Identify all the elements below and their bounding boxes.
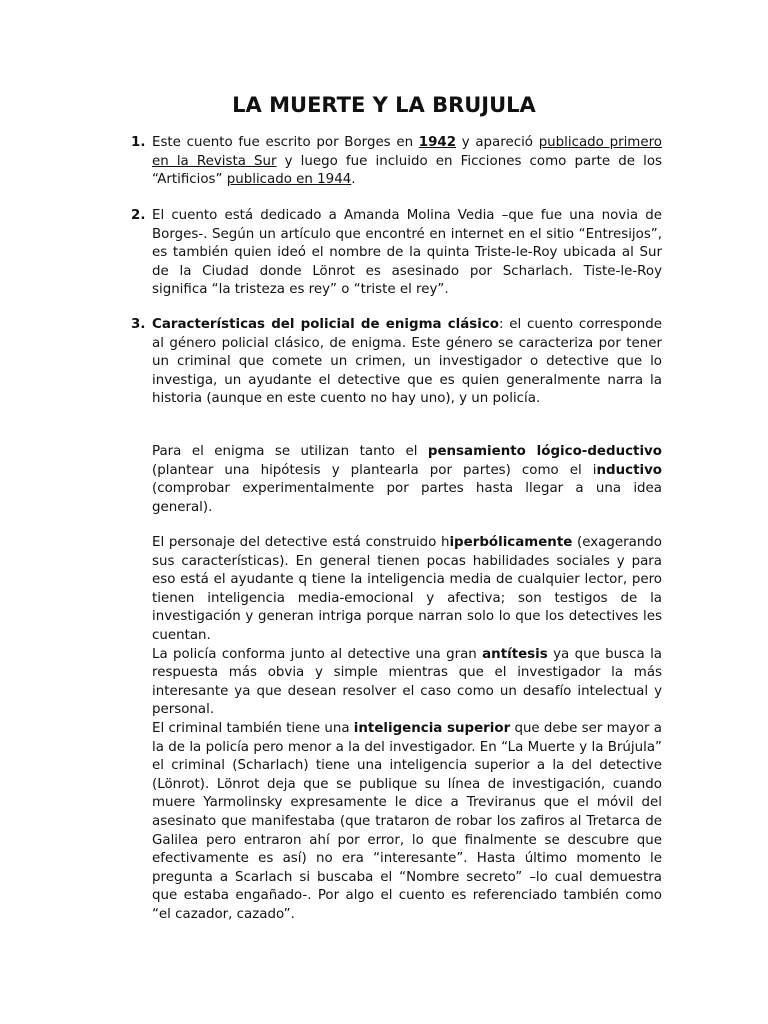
list-item-3: Características del policial de enigma clásico: el cuento corresponde al género policial clásico, de enigma. Este género se caracteriza por tener un criminal que comete un crimen, un investigador o detective que lo investiga, un ayudante el detective que es quien generalmente narra la historia (aunque en este cuento no hay uno), y un policía. <box>152 317 662 407</box>
paragraph-group-personajes <box>152 534 662 924</box>
list-number-3: 3. <box>131 317 146 332</box>
document-title: LA MUERTE Y LA BRUJULA <box>232 93 536 117</box>
paragraph-detective: El personaje del detective está construido hiperbólicamente (exagerando sus características). En general tienen pocas habilidades sociales y para eso está el ayudante q tiene la inteligencia media de cualquier lector, pero tienen inteligencia media-emocional y afectiva; son testigos de la investigación y generan intriga porque narran solo lo que los detectives les cuentan. <box>152 535 662 643</box>
link-revista-sur[interactable]: publicado primero en la Revista Sur <box>152 135 662 169</box>
list-number-2: 2. <box>131 208 146 223</box>
list-item-2: El cuento está dedicado a Amanda Molina Vedia –que fue una novia de Borges-. Según un artículo que encontré en internet en el sitio “Entresijos”, es también quien ideó el nombre de la quinta Triste-le-Roy ubicada al Sur de la Ciudad donde Lönrot es asesinado por Scharlach. Tiste-le-Roy significa “la tristeza es rey” o “triste el rey”. <box>152 208 662 298</box>
paragraph-enigma: Para el enigma se utilizan tanto el pensamiento lógico-deductivo (plantear una hipótesis y plantearla por partes) como el inductivo (comprobar experimentalmente por partes hasta llegar a una idea general). <box>152 444 662 515</box>
paragraph-policia: La policía conforma junto al detective una gran antítesis ya que busca la respuesta más obvia y simple mientras que el investigador la más interesante ya que desean resolver el caso como un desafío intelectual y personal. <box>152 646 662 718</box>
paragraph-criminal: El criminal también tiene una inteligencia superior que debe ser mayor a la de la policía pero menor a la del investigador. En “La Muerte y la Brújula” el criminal (Scharlach) tiene una inteligencia superior a la del detective (Lönrot). Lönrot deja que se publique su línea de investigación, cuando muere Yarmolinsky expresamente le dice a Treviranus que el móvil del asesinato que manifestaba (que trataron de robar los zafiros al Tretarca de Galilea pero entraron ahí por error, lo que finalmente se descubre que efectivamente es así) no era “interesante”. Hasta último momento le pregunta a Scarlach si buscaba el “Nombre secreto” –lo cual demuestra que estaba engañado-. Por algo el cuento es referenciado también como “el cazador, cazado”. <box>152 720 662 922</box>
link-publicado-1944[interactable]: publicado en 1944 <box>226 172 352 188</box>
year-1942: 1942 <box>418 135 457 150</box>
list-item-1: Este cuento fue escrito por Borges en 1942 y apareció publicado primero en la Revista Sur y luego fue incluido en Ficciones como parte de los “Artificios” publicado en 1944. <box>152 135 662 188</box>
heading-policial-enigma: Características del policial de enigma clásico <box>152 317 500 332</box>
list-number-1: 1. <box>131 135 146 150</box>
